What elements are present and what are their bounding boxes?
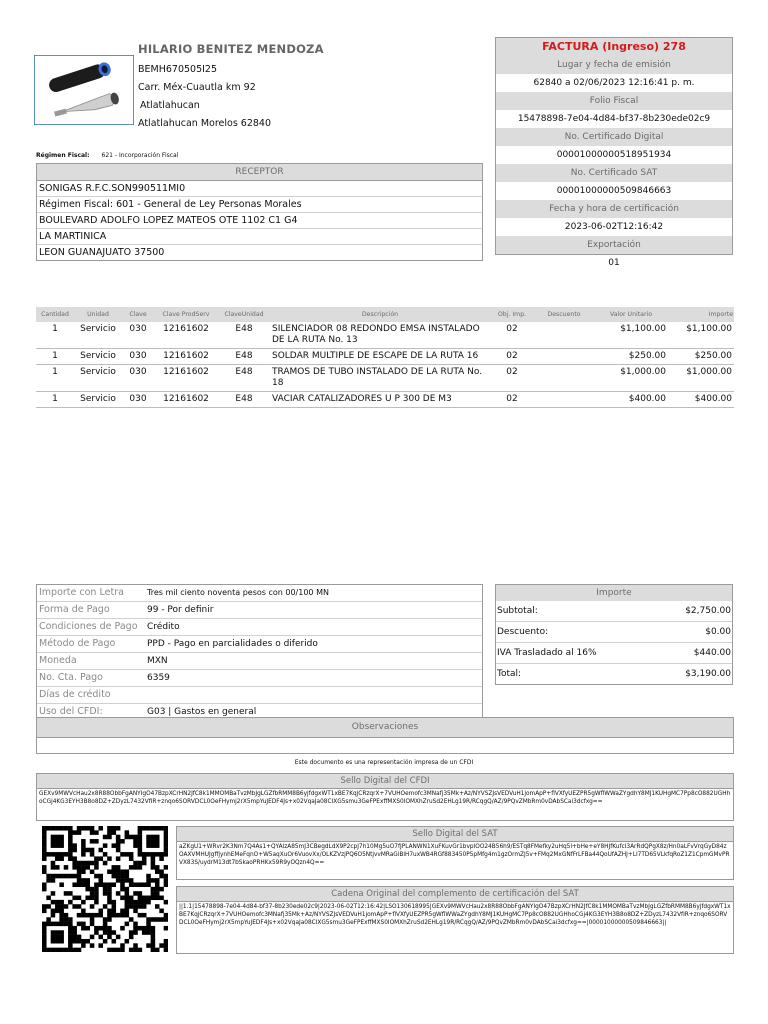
fecha-cert-value: 2023-06-02T12:16:42 bbox=[564, 222, 664, 232]
cell-cantidad: 1 bbox=[36, 349, 74, 365]
cell-cantidad: 1 bbox=[36, 392, 74, 408]
cell-clave: 030 bbox=[122, 365, 154, 392]
cell-importe: $250.00 bbox=[668, 349, 734, 365]
cell-valor-unitario: $400.00 bbox=[594, 392, 668, 408]
cell-descripcion: TRAMOS DE TUBO INSTALADO DE LA RUTA No. 18 bbox=[270, 365, 490, 392]
sello-cfdi-box bbox=[36, 773, 734, 821]
table-row bbox=[36, 392, 734, 408]
col-header: Clave bbox=[122, 307, 154, 322]
col-header: Importe bbox=[668, 307, 734, 322]
cell-clave-unidad: E48 bbox=[218, 349, 270, 365]
cert-sat-label: No. Certificado SAT bbox=[496, 164, 732, 182]
payment-row bbox=[37, 653, 482, 670]
sello-cfdi-title: Sello Digital del CFDI bbox=[37, 774, 733, 789]
col-header: Valor Unitario bbox=[594, 307, 668, 322]
payment-value: Crédito bbox=[147, 622, 180, 632]
payment-label: Uso del CFDI: bbox=[39, 706, 103, 717]
folio-value: 15478898-7e04-4d84-bf37-8b230ede02c9 bbox=[517, 114, 711, 124]
receptor-line: LA MARTINICA bbox=[37, 229, 482, 245]
cell-obj-imp: 02 bbox=[490, 322, 534, 349]
cell-clave-prodserv: 12161602 bbox=[154, 365, 218, 392]
factura-title: FACTURA (Ingreso) 278 bbox=[496, 38, 732, 56]
totals-row bbox=[496, 622, 732, 643]
receptor-line: SONIGAS R.F.C.SON990511MI0 bbox=[37, 181, 482, 197]
cell-importe: $400.00 bbox=[668, 392, 734, 408]
payment-value: Tres mil ciento noventa pesos con 00/100 MN bbox=[147, 588, 329, 597]
col-header: Descuento bbox=[534, 307, 594, 322]
cell-clave-prodserv: 12161602 bbox=[154, 349, 218, 365]
col-header: Cantidad bbox=[36, 307, 74, 322]
totals-label: Subtotal: bbox=[497, 606, 538, 616]
cert-sat-value: 00001000000509846663 bbox=[556, 186, 672, 196]
cell-unidad: Servicio bbox=[74, 392, 122, 408]
col-header: Descripción bbox=[270, 307, 490, 322]
cell-descripcion: SOLDAR MULTIPLE DE ESCAPE DE LA RUTA 16 bbox=[270, 349, 490, 365]
cell-descripcion: VACIAR CATALIZADORES U P 300 DE M3 bbox=[270, 392, 490, 408]
observaciones-value bbox=[37, 738, 733, 742]
factura-box bbox=[495, 37, 733, 268]
totals-value: $3,190.00 bbox=[685, 669, 731, 679]
cell-unidad: Servicio bbox=[74, 322, 122, 349]
cell-descuento bbox=[534, 392, 594, 408]
payment-label: Importe con Letra bbox=[39, 587, 124, 598]
payment-label: Días de crédito bbox=[39, 689, 111, 700]
issuer-logo bbox=[34, 55, 134, 125]
lugar-value: 62840 a 02/06/2023 12:16:41 p. m. bbox=[533, 78, 695, 88]
cell-unidad: Servicio bbox=[74, 365, 122, 392]
issuer-name: HILARIO BENITEZ MENDOZA bbox=[138, 42, 324, 56]
items-table bbox=[36, 307, 734, 408]
cfdi-note: Este documento es una representación impresa de un CFDI bbox=[294, 759, 474, 766]
totals-value: $0.00 bbox=[705, 627, 731, 637]
cell-clave: 030 bbox=[122, 392, 154, 408]
payment-row bbox=[37, 602, 482, 619]
payment-label: Moneda bbox=[39, 655, 77, 666]
totals-label: Total: bbox=[497, 669, 522, 679]
observaciones-title: Observaciones bbox=[37, 718, 733, 738]
cell-obj-imp: 02 bbox=[490, 392, 534, 408]
cadena-original-text: ||1.1|15478898-7e04-4d84-bf37-8b230ede02c9|2023-06-02T12:16:42|LSO130618995|GEXv9MWVcHau2x8R88ObbFgANYIgO47BzpXCrHN2JfC8k1MMOMBaTvzMbJgLGZfbRMM8B6yjfdgxWT1xBE7KqjCRzqrX+7VUHOemofc3MNafj35Mk+Az/NYVSZJsVEDVuH1jomApP+flVXfyUEZPR5gWflWWaZYgdhY8MJ1KUHgMC7Pp8cO882UGHhoCGj4KG3EYH3B8o8DZ+ZDyzL7432VfIR+znqo6SORVDCL0OeFHymj2rX5mpYuJEDF4Js+x02VqaJa08CIXG5smu3GeFPExffMXS0IOMXhZruSd2EHLg19R/RCqgQ/AZ/9PQvZMbRm0vDAbSCai3dcfxg==|00001000000509846663|| bbox=[179, 904, 731, 927]
payment-value: G03 | Gastos en general bbox=[147, 707, 257, 717]
cell-valor-unitario: $250.00 bbox=[594, 349, 668, 365]
cell-valor-unitario: $1,000.00 bbox=[594, 365, 668, 392]
cadena-original-box bbox=[176, 886, 734, 954]
payment-row bbox=[37, 636, 482, 653]
observaciones-box bbox=[36, 717, 734, 754]
payment-value: PPD - Pago en parcialidades o diferido bbox=[147, 639, 318, 649]
cell-importe: $1,000.00 bbox=[668, 365, 734, 392]
col-header: Unidad bbox=[74, 307, 122, 322]
col-header: Clave ProdServ bbox=[154, 307, 218, 322]
cell-clave-unidad: E48 bbox=[218, 365, 270, 392]
cell-cantidad: 1 bbox=[36, 322, 74, 349]
receptor-line: LEON GUANAJUATO 37500 bbox=[39, 247, 165, 258]
cell-descuento bbox=[534, 365, 594, 392]
fecha-cert-label: Fecha y hora de certificación bbox=[496, 200, 732, 218]
issuer-address-1: Carr. Méx-Cuautla km 92 bbox=[138, 82, 256, 93]
issuer-rfc: BEMH670505I25 bbox=[138, 64, 218, 75]
folio-label: Folio Fiscal bbox=[496, 92, 732, 110]
export-value: 01 bbox=[608, 258, 620, 268]
payment-label: Condiciones de Pago bbox=[39, 621, 138, 632]
issuer-address-2: Atlatlahucan bbox=[140, 100, 200, 111]
qr-code bbox=[42, 826, 168, 952]
receptor-line: Régimen Fiscal: 601 - General de Ley Personas Morales bbox=[37, 197, 482, 213]
totals-label: Descuento: bbox=[497, 627, 549, 637]
issuer-regimen-value: 621 - Incorporación Fiscal bbox=[101, 152, 179, 159]
totals-title: Importe bbox=[496, 585, 732, 601]
cell-valor-unitario: $1,100.00 bbox=[594, 322, 668, 349]
issuer-address-3: Atlatlahucan Morelos 62840 bbox=[138, 118, 272, 129]
cell-clave-prodserv: 12161602 bbox=[154, 322, 218, 349]
totals-label: IVA Trasladado al 16% bbox=[497, 648, 597, 658]
totals-row bbox=[496, 643, 732, 664]
totals-value: $2,750.00 bbox=[685, 606, 731, 616]
payment-label: Forma de Pago bbox=[39, 604, 110, 615]
cell-descuento bbox=[534, 322, 594, 349]
payment-info-box bbox=[36, 584, 483, 721]
issuer-regimen-label: Régimen Fiscal: bbox=[36, 152, 90, 159]
receptor-line: BOULEVARD ADOLFO LOPEZ MATEOS OTE 1102 C1 G4 bbox=[37, 213, 482, 229]
col-header: Obj. Imp. bbox=[490, 307, 534, 322]
cell-clave-unidad: E48 bbox=[218, 392, 270, 408]
cert-label: No. Certificado Digital bbox=[496, 128, 732, 146]
table-row bbox=[36, 322, 734, 349]
payment-row bbox=[37, 687, 482, 704]
cadena-original-title: Cadena Original del complemento de certificación del SAT bbox=[177, 887, 733, 902]
totals-box bbox=[495, 584, 733, 685]
payment-value: 99 - Por definir bbox=[147, 605, 214, 615]
totals-value: $440.00 bbox=[693, 648, 731, 658]
totals-row bbox=[496, 664, 732, 684]
cell-clave: 030 bbox=[122, 322, 154, 349]
cell-clave-unidad: E48 bbox=[218, 322, 270, 349]
sello-sat-text: aZKgU1+WRvr2K3Nm7Q4As1+QYAizA85mJ3CBegdLdX9P2cpJ7h10Mg5uO7fJPLANWN1XuFKuvGr1bvpIOO24B56h9/ESTq8FMefky2uHq5I+bHe+eY8HJfKufcI3ArRdQPgX8z/Hn0aLFvVrqGyD84zOAXVMHUJgffjynhEMeFqnO+W5aqXuOr6VuovXx/OLKZVzjPQ6O5NtjvvMRaGiBlH7uxWB4RGf883450P5pMfg4m1gzOrmZJ5v+FMq2MxGNfFrLFBa44QoUfAZHJ+LI7TD65VLkfqRoZ1Z1CpmGMvPRVX83S/uydrM13dt7bSkaoPRHKx59R9yOQzn4Q== bbox=[179, 844, 730, 867]
lugar-label: Lugar y fecha de emisión bbox=[496, 56, 732, 74]
cell-unidad: Servicio bbox=[74, 349, 122, 365]
table-row bbox=[36, 349, 734, 365]
receptor-title: RECEPTOR bbox=[37, 164, 482, 181]
cell-obj-imp: 02 bbox=[490, 365, 534, 392]
payment-value: 6359 bbox=[147, 673, 170, 683]
table-row bbox=[36, 365, 734, 392]
totals-row bbox=[496, 601, 732, 622]
payment-value: MXN bbox=[147, 656, 168, 666]
payment-label: No. Cta. Pago bbox=[39, 672, 103, 683]
cert-value: 00001000000518951934 bbox=[556, 150, 672, 160]
cell-descuento bbox=[534, 349, 594, 365]
payment-row bbox=[37, 619, 482, 636]
receptor-box bbox=[36, 163, 483, 261]
cell-obj-imp: 02 bbox=[490, 349, 534, 365]
sello-cfdi-text: GEXv9MWVcHau2x8R88ObbFgANYIgO47BzpXCrHN2JfC8k1MMOMBaTvzMbJgLGZfbRMM8B6yjfdgxWT1xBE7KqjCRzqrX+7VUHOemofc3MNafj35Mk+Az/NYVSZJsVEDVuH1jomApP+flVXfyUEZPR5gWflWWaZYgdhY8MJ1KUHgMC7Pp8cO882UGHhoCGj4KG3EYH3B8o8DZ+ZDyzL7432VfIR+znqo6SORVDCL0OeFHymj2rX5mpYuJEDF4Js+x02VqaJa08CIXG5smu3GeFPExffMXS0IOMXhZruSd2EHLg19R/RCqgQ/AZ/9PQvZMbRm0vDAbSCai3dcfxg== bbox=[39, 791, 731, 806]
cell-importe: $1,100.00 bbox=[668, 322, 734, 349]
payment-value bbox=[147, 687, 482, 703]
cell-descripcion: SILENCIADOR 08 REDONDO EMSA INSTALADO DE LA RUTA No. 13 bbox=[270, 322, 490, 349]
cell-clave: 030 bbox=[122, 349, 154, 365]
export-label: Exportación bbox=[496, 236, 732, 254]
issuer-regimen bbox=[36, 152, 178, 159]
issuer-block bbox=[138, 42, 324, 129]
sello-sat-box bbox=[176, 826, 734, 880]
cell-cantidad: 1 bbox=[36, 365, 74, 392]
col-header: ClaveUnidad bbox=[218, 307, 270, 322]
payment-row bbox=[37, 585, 482, 602]
payment-row bbox=[37, 670, 482, 687]
items-header-row bbox=[36, 307, 734, 322]
payment-label: Método de Pago bbox=[39, 638, 116, 649]
sello-sat-title: Sello Digital del SAT bbox=[177, 827, 733, 842]
cell-clave-prodserv: 12161602 bbox=[154, 392, 218, 408]
